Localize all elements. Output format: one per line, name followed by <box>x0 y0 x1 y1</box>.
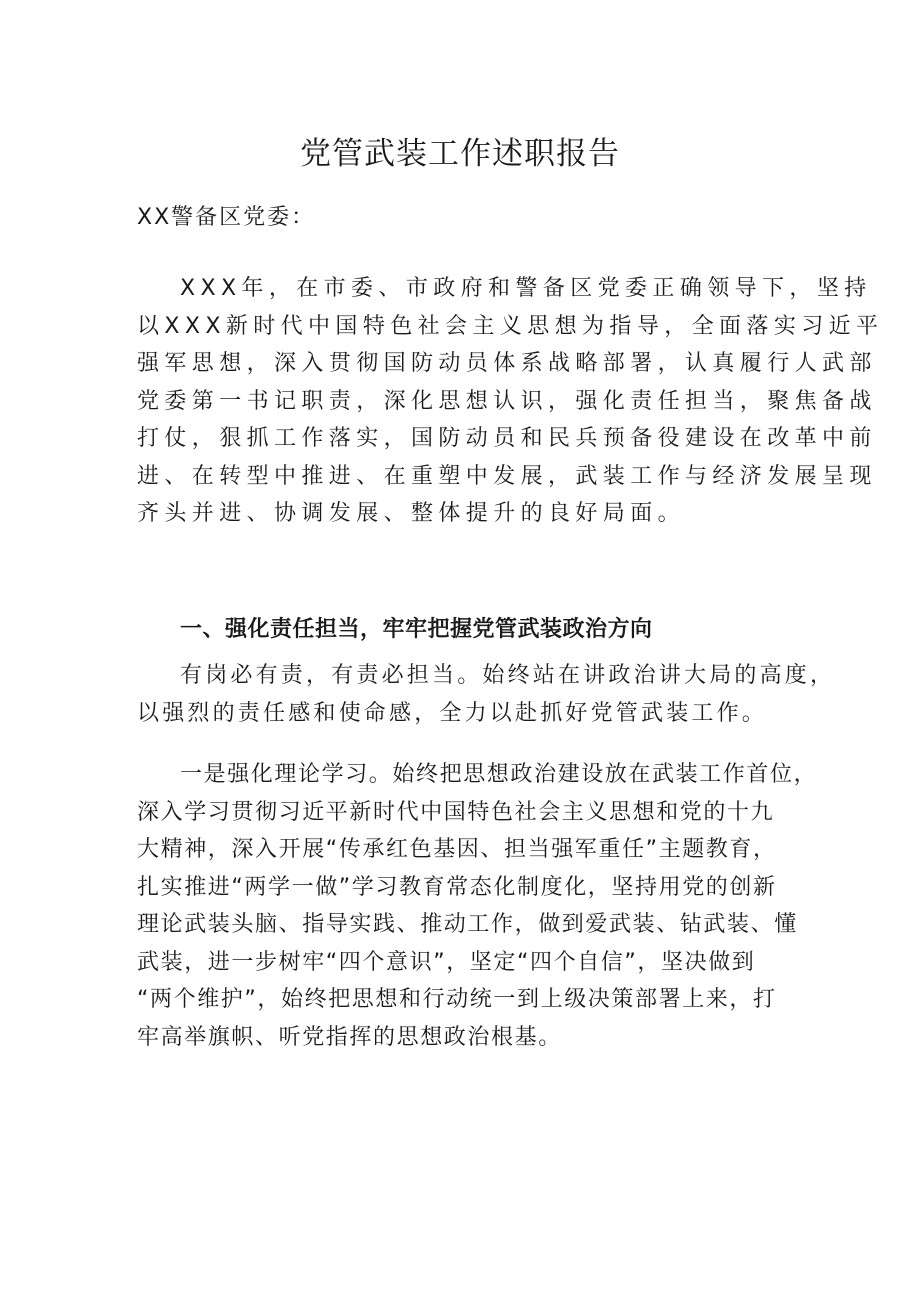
salutation: XX警备区党委： <box>137 205 316 230</box>
paragraph-line: 打仗，狠抓工作落实，国防动员和民兵预备役建设在改革中前 <box>137 426 877 451</box>
paragraph-line: XXX年，在市委、市政府和警备区党委正确领导下，坚持 <box>180 276 872 301</box>
paragraph-line: 扎实推进“两学一做”学习教育常态化制度化，坚持用党的创新 <box>137 874 777 900</box>
section-paragraph <box>137 657 836 732</box>
paragraph-line: 牢高举旗帜、听党指挥的思想政治根基。 <box>137 1024 562 1050</box>
paragraph-line: 齐头并进、协调发展、整体提升的良好局面。 <box>137 501 686 526</box>
section-paragraph <box>137 756 818 1056</box>
paragraph-line: 有岗必有责，有责必担当。始终站在讲政治讲大局的高度， <box>180 663 836 688</box>
paragraph-line: 大精神，深入开展“传承红色基因、担当强军重任”主题教育， <box>137 837 777 862</box>
paragraph-line: 进、在转型中推进、在重塑中发展，武装工作与经济发展呈现 <box>137 463 877 489</box>
paragraph-line: 深入学习贯彻习近平新时代中国特色社会主义思想和党的十九 <box>137 799 775 825</box>
section-heading: 一、强化责任担当，牢牢把握党管武装政治方向 <box>180 617 653 642</box>
paragraph-line: 武装，进一步树牢“四个意识”，坚定“四个自信”，坚决做到 <box>137 949 756 975</box>
paragraph-line: 强军思想，深入贯彻国防动员体系战略部署，认真履行人武部 <box>137 351 877 376</box>
paragraph-line: 一是强化理论学习。始终把思想政治建设放在武装工作首位， <box>180 762 818 787</box>
document-title: 党管武装工作述职报告 <box>300 136 620 172</box>
paragraph-line: 党委第一书记职责，深化思想认识，强化责任担当，聚焦备战 <box>137 388 877 414</box>
paragraph-line: 以强烈的责任感和使命感，全力以赴抓好党管武装工作。 <box>137 700 768 726</box>
paragraph-line: 理论武装头脑、指导实践、推动工作，做到爱武装、钻武装、懂 <box>137 912 798 937</box>
intro-paragraph <box>137 270 884 533</box>
paragraph-line: 以XXX新时代中国特色社会主义思想为指导，全面落实习近平 <box>137 313 884 339</box>
paragraph-line: “两个维护”，始终把思想和行动统一到上级决策部署上来，打 <box>137 987 777 1012</box>
